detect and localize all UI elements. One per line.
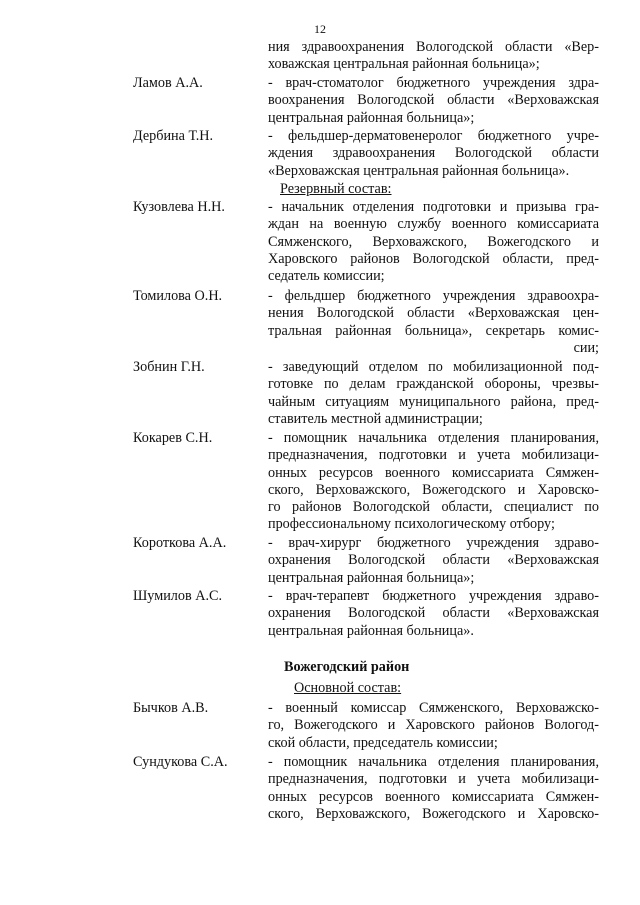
- member-description: [268, 199, 599, 285]
- member-name: Томилова О.Н.: [133, 288, 223, 304]
- text-line: предназначения, подготовки и учета мобилизаци-: [268, 447, 599, 464]
- text-line: - врач-терапевт бюджетного учреждения здраво-: [268, 588, 599, 604]
- text-line: ждан на военную службу военного комиссариата: [268, 216, 599, 233]
- member-name: Кузовлева Н.Н.: [133, 199, 225, 215]
- text-line: седатель комиссии;: [268, 268, 385, 285]
- text-line: сии;: [573, 339, 599, 356]
- text-line: го, Вожегодского и Харовского районов Вологод-: [268, 717, 599, 734]
- member-name: Ламов А.А.: [133, 75, 203, 91]
- text-line: охранения Вологодской области «Верховажская: [268, 552, 599, 569]
- text-line: нения Вологодской области «Верховажская цен-: [268, 305, 599, 322]
- member-description: [268, 128, 599, 180]
- text-line: чайным ситуациям муниципального района, пред-: [268, 393, 599, 410]
- member-description: [268, 288, 599, 357]
- text-line: - начальник отделения подготовки и призыва гра-: [268, 199, 599, 215]
- continuation-text: [268, 39, 599, 74]
- text-line: го районов Вологодской области, специалист по: [268, 499, 599, 516]
- member-description: [268, 430, 599, 534]
- text-line: готовке по делам гражданской обороны, чрезвы-: [268, 376, 599, 393]
- page-number: 12: [314, 22, 326, 36]
- text-line: онных ресурсов военного комиссариата Сямжен-: [268, 464, 599, 481]
- member-name: Бычков А.В.: [133, 700, 209, 716]
- text-line: ской области, председатель комиссии;: [268, 734, 498, 751]
- text-line: воохранения Вологодской области «Верховажская: [268, 92, 599, 109]
- member-description: [268, 700, 599, 752]
- text-line: - военный комиссар Сямженского, Верховажско-: [268, 700, 599, 716]
- member-name: Короткова А.А.: [133, 535, 227, 551]
- member-description: [268, 754, 599, 823]
- text-line: ждения здравоохранения Вологодской области: [268, 145, 599, 162]
- text-line: - врач-стоматолог бюджетного учреждения здра-: [268, 75, 599, 91]
- text-line: онных ресурсов военного комиссариата Сямжен-: [268, 788, 599, 805]
- text-line: ставитель местной администрации;: [268, 410, 483, 427]
- text-line: ского, Верховажского, Вожегодского и Харовско-: [268, 805, 599, 822]
- text-line: - врач-хирург бюджетного учреждения здраво-: [268, 535, 599, 551]
- text-line: Сямженского, Верховажского, Вожегодского и: [268, 233, 599, 250]
- member-description: [268, 359, 599, 428]
- reserve-heading: Резервный состав:: [280, 181, 392, 197]
- member-name: Сундукова С.А.: [133, 754, 228, 770]
- text-line: тральная районная больница», секретарь комис-: [268, 322, 599, 339]
- member-description: [268, 535, 599, 587]
- text-line: - фельдшер-дерматовенеролог бюджетного учре-: [268, 128, 599, 144]
- text-line: ховажская центральная районная больница»;: [268, 56, 540, 73]
- text-line: - заведующий отделом по мобилизационной под-: [268, 359, 599, 375]
- text-line: «Верховажская центральная районная больница».: [268, 162, 570, 179]
- text-line: центральная районная больница».: [268, 622, 474, 639]
- text-line: предназначения, подготовки и учета мобилизаци-: [268, 771, 599, 788]
- text-line: ния здравоохранения Вологодской области «Вер-: [268, 39, 599, 55]
- text-line: Харовского районов Вологодской области, пред-: [268, 250, 599, 267]
- text-line: - помощник начальника отделения планирования,: [268, 430, 599, 446]
- text-line: центральная районная больница»;: [268, 569, 475, 586]
- text-line: центральная районная больница»;: [268, 109, 475, 126]
- member-name: Шумилов А.С.: [133, 588, 223, 604]
- text-line: охранения Вологодской области «Верховажская: [268, 605, 599, 622]
- district-main-heading: Основной состав:: [294, 680, 402, 696]
- text-line: ского, Верховажского, Вожегодского и Харовско-: [268, 481, 599, 498]
- district-title: Вожегодский район: [284, 659, 410, 675]
- member-description: [268, 588, 599, 640]
- text-line: профессиональному психологическому отбору;: [268, 516, 555, 533]
- member-name: Дербина Т.Н.: [133, 128, 214, 144]
- member-name: Зобнин Г.Н.: [133, 359, 205, 375]
- member-name: Кокарев С.Н.: [133, 430, 213, 446]
- member-description: [268, 75, 599, 127]
- text-line: - фельдшер бюджетного учреждения здравоохра-: [268, 288, 599, 304]
- text-line: - помощник начальника отделения планирования,: [268, 754, 599, 770]
